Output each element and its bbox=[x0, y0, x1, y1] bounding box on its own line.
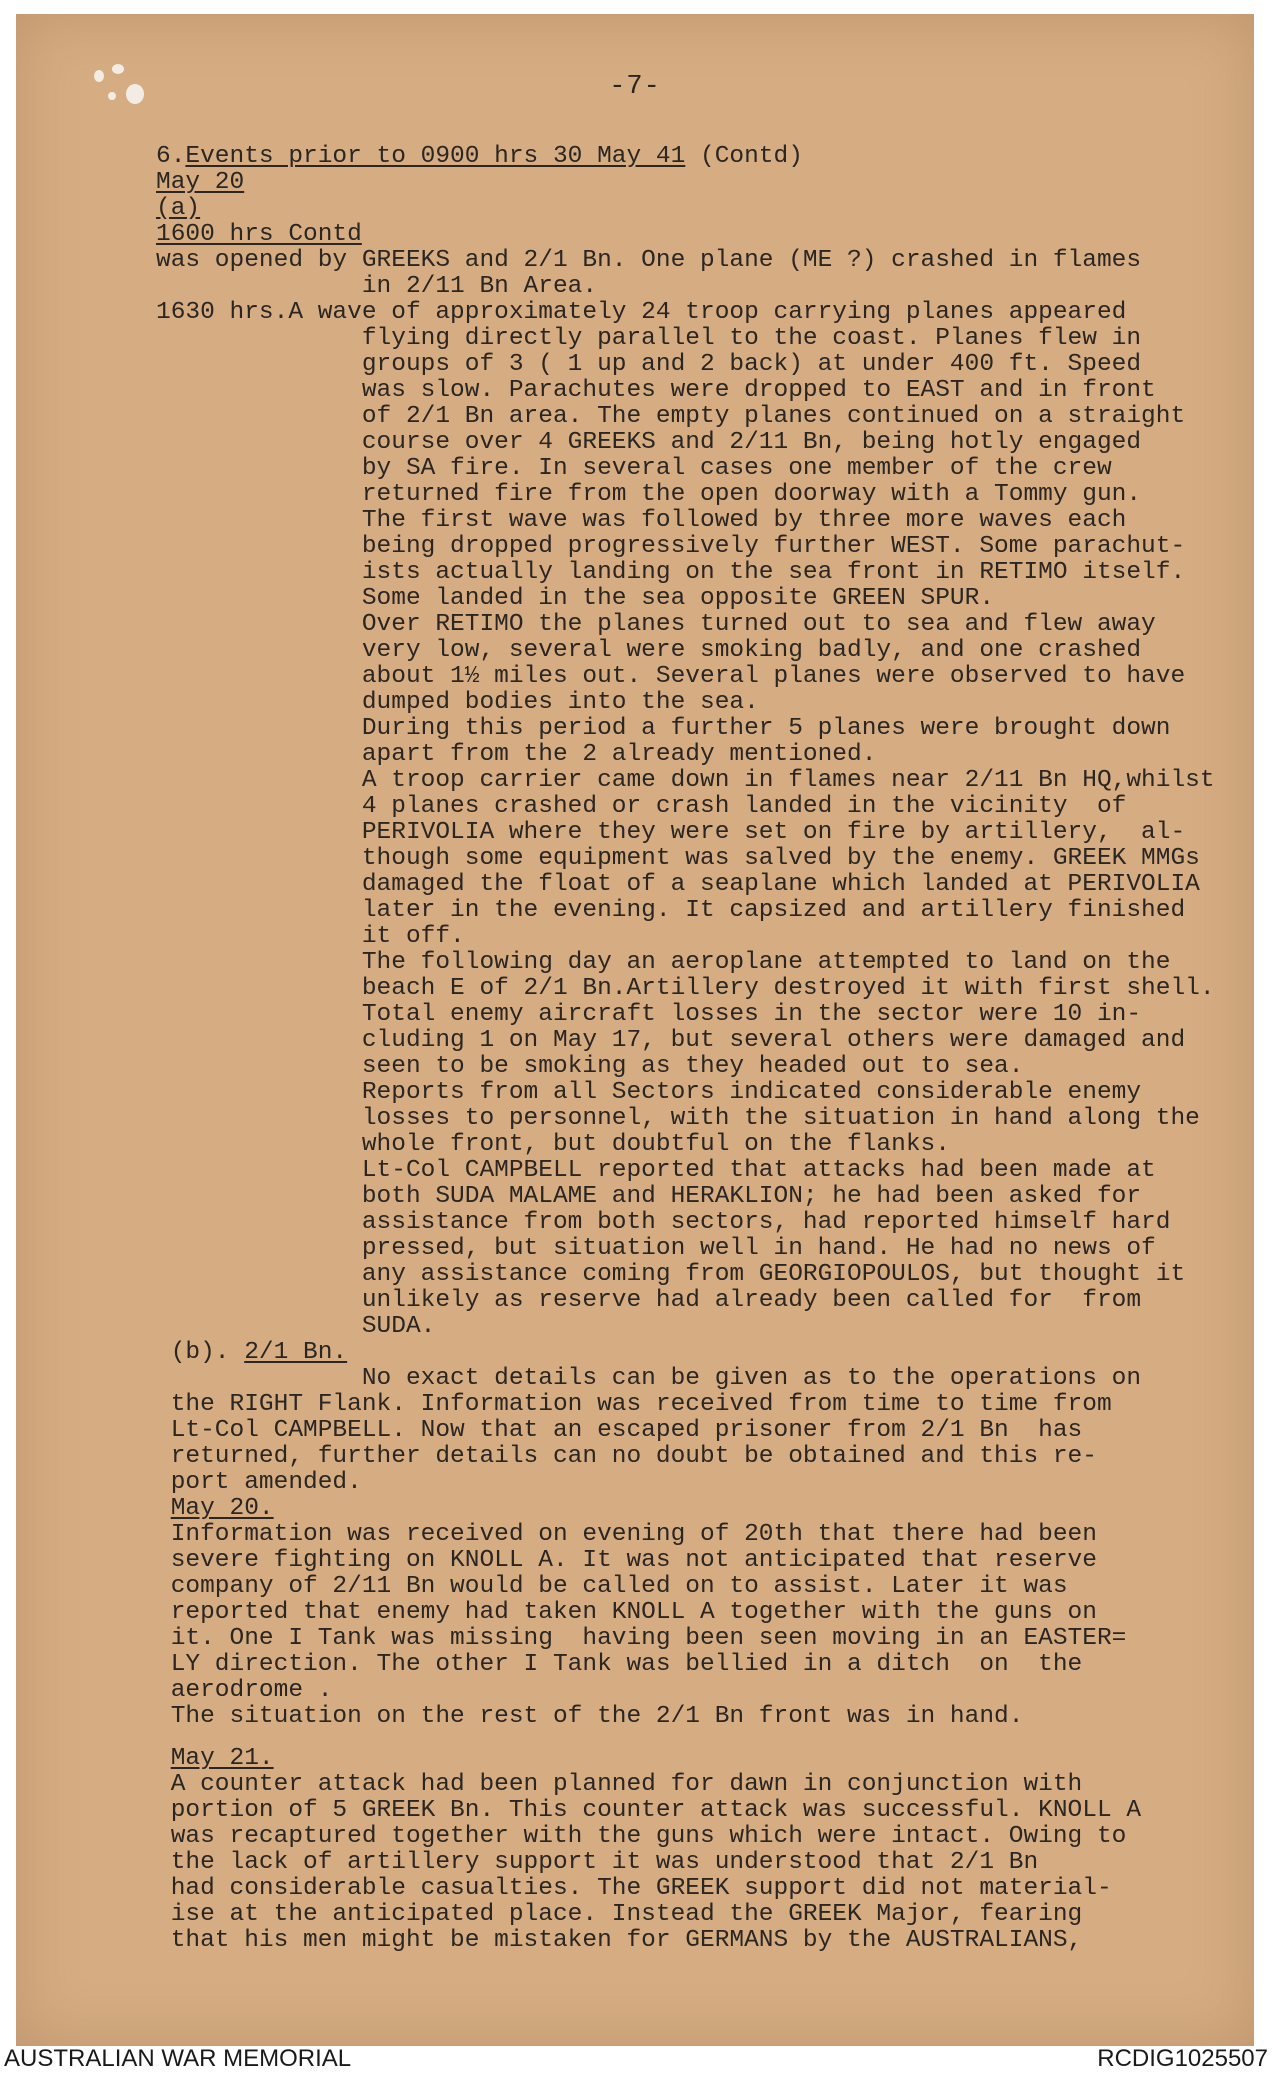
text-line: port amended. bbox=[156, 1469, 362, 1496]
text-line: about 1½ miles out. Several planes were observed to have bbox=[156, 663, 1186, 690]
section-heading bbox=[156, 144, 1246, 170]
paragraph-block-c bbox=[156, 1522, 1246, 1730]
paragraph-block-b bbox=[156, 1366, 1246, 1496]
text-line: pressed, but situation well in hand. He had no news of bbox=[156, 1235, 1156, 1262]
text-line: by SA fire. In several cases one member of the crew bbox=[156, 455, 1112, 482]
text-line: LY direction. The other I Tank was bellied in a ditch on the bbox=[156, 1651, 1083, 1678]
text-line: it off. bbox=[156, 923, 465, 950]
section-title-suffix: (Contd) bbox=[685, 143, 803, 170]
text-line: apart from the 2 already mentioned. bbox=[156, 741, 877, 768]
text-line: groups of 3 ( 1 up and 2 back) at under 400 ft. Speed bbox=[156, 351, 1142, 378]
text-line: 4 planes crashed or crash landed in the vicinity of bbox=[156, 793, 1127, 820]
text-line: course over 4 GREEKS and 2/11 Bn, being hotly engaged bbox=[156, 429, 1142, 456]
date-heading: May 21. bbox=[170, 1745, 274, 1772]
text-line: damaged the float of a seaplane which landed at PERIVOLIA bbox=[156, 871, 1200, 898]
text-line: A counter attack had been planned for dawn in conjunction with bbox=[156, 1771, 1083, 1798]
text-line: severe fighting on KNOLL A. It was not anticipated that reserve bbox=[156, 1547, 1097, 1574]
paragraph-block-d bbox=[156, 1772, 1246, 1954]
text-line: had considerable casualties. The GREEK support did not material- bbox=[156, 1875, 1112, 1902]
text-line: beach E of 2/1 Bn.Artillery destroyed it with first shell. bbox=[156, 975, 1215, 1002]
section-title: Events prior to 0900 hrs 30 May 41 bbox=[185, 143, 686, 170]
date-heading: May 20. bbox=[170, 1495, 274, 1522]
text-line: cluding 1 on May 17, but several others were damaged and bbox=[156, 1027, 1186, 1054]
text-line: was recaptured together with the guns which were intact. Owing to bbox=[156, 1823, 1127, 1850]
spacer bbox=[156, 1730, 1246, 1746]
text-line: was opened by GREEKS and 2/1 Bn. One plane (ME ?) crashed in flames bbox=[156, 247, 1142, 274]
subsection-heading-b: (b). 2/1 Bn. bbox=[156, 1339, 348, 1366]
text-line: SUDA. bbox=[156, 1313, 436, 1340]
text-line: ists actually landing on the sea front in RETIMO itself. bbox=[156, 559, 1186, 586]
paragraph-block-a bbox=[156, 248, 1246, 1340]
document-page bbox=[16, 14, 1254, 2046]
text-line: Some landed in the sea opposite GREEN SPUR. bbox=[156, 585, 995, 612]
text-line: unlikely as reserve had already been called for from bbox=[156, 1287, 1142, 1314]
text-line: Lt-Col CAMPBELL. Now that an escaped prisoner from 2/1 Bn has bbox=[156, 1417, 1083, 1444]
text-line: The first wave was followed by three more waves each bbox=[156, 507, 1127, 534]
text-line: losses to personnel, with the situation in hand along the bbox=[156, 1105, 1200, 1132]
text-line: ise at the anticipated place. Instead the GREEK Major, fearing bbox=[156, 1901, 1083, 1928]
text-line: The following day an aeroplane attempted to land on the bbox=[156, 949, 1171, 976]
text-line: The situation on the rest of the 2/1 Bn front was in hand. bbox=[156, 1703, 1024, 1730]
date-heading: May 20 bbox=[156, 169, 245, 196]
text-line: flying directly parallel to the coast. Planes flew in bbox=[156, 325, 1142, 352]
text-line: dumped bodies into the sea. bbox=[156, 689, 759, 716]
text-line: later in the evening. It capsized and artillery finished bbox=[156, 897, 1186, 924]
text-line: the lack of artillery support it was understood that 2/1 Bn bbox=[156, 1849, 1039, 1876]
archive-name: AUSTRALIAN WAR MEMORIAL bbox=[4, 2045, 352, 2072]
text-line: any assistance coming from GEORGIOPOULOS, but thought it bbox=[156, 1261, 1186, 1288]
text-line: returned, further details can no doubt be obtained and this re- bbox=[156, 1443, 1097, 1470]
text-line: A troop carrier came down in flames near 2/11 Bn HQ,whilst bbox=[156, 767, 1215, 794]
text-line: No exact details can be given as to the operations on bbox=[156, 1365, 1142, 1392]
time-heading: 1600 hrs Contd bbox=[156, 221, 362, 248]
text-line: of 2/1 Bn area. The empty planes continued on a straight bbox=[156, 403, 1186, 430]
archive-id: RCDIG1025507 bbox=[1097, 2045, 1268, 2072]
text-line: returned fire from the open doorway with a Tommy gun. bbox=[156, 481, 1142, 508]
text-line: PERIVOLIA where they were set on fire by artillery, al- bbox=[156, 819, 1186, 846]
section-number: 6. bbox=[156, 143, 186, 170]
text-line: it. One I Tank was missing having been seen moving in an EASTER= bbox=[156, 1625, 1127, 1652]
text-line: very low, several were smoking badly, and one crashed bbox=[156, 637, 1142, 664]
typed-text-body bbox=[156, 144, 1246, 1954]
text-line: being dropped progressively further WEST. Some parachut- bbox=[156, 533, 1186, 560]
text-line: aerodrome . bbox=[156, 1677, 333, 1704]
text-line: portion of 5 GREEK Bn. This counter attack was successful. KNOLL A bbox=[156, 1797, 1142, 1824]
text-line: Lt-Col CAMPBELL reported that attacks had been made at bbox=[156, 1157, 1156, 1184]
text-line: both SUDA MALAME and HERAKLION; he had been asked for bbox=[156, 1183, 1142, 1210]
text-line: 1630 hrs.A wave of approximately 24 troop carrying planes appeared bbox=[156, 299, 1127, 326]
page-number: -7- bbox=[609, 72, 661, 102]
text-line: seen to be smoking as they headed out to sea. bbox=[156, 1053, 1024, 1080]
text-line: the RIGHT Flank. Information was received from time to time from bbox=[156, 1391, 1112, 1418]
text-line: Total enemy aircraft losses in the sector were 10 in- bbox=[156, 1001, 1142, 1028]
text-line: reported that enemy had taken KNOLL A together with the guns on bbox=[156, 1599, 1097, 1626]
text-line: Information was received on evening of 20th that there had been bbox=[156, 1521, 1097, 1548]
text-line: though some equipment was salved by the enemy. GREEK MMGs bbox=[156, 845, 1200, 872]
text-line: that his men might be mistaken for GERMANS by the AUSTRALIANS, bbox=[156, 1927, 1083, 1954]
text-line: company of 2/11 Bn would be called on to assist. Later it was bbox=[156, 1573, 1068, 1600]
text-line: During this period a further 5 planes were brought down bbox=[156, 715, 1171, 742]
text-line: Over RETIMO the planes turned out to sea and flew away bbox=[156, 611, 1156, 638]
text-line: whole front, but doubtful on the flanks. bbox=[156, 1131, 950, 1158]
text-line: assistance from both sectors, had reported himself hard bbox=[156, 1209, 1171, 1236]
text-line: was slow. Parachutes were dropped to EAST and in front bbox=[156, 377, 1156, 404]
text-line: Reports from all Sectors indicated considerable enemy bbox=[156, 1079, 1142, 1106]
subsection-label: (a) bbox=[156, 195, 201, 222]
text-line: in 2/11 Bn Area. bbox=[156, 273, 598, 300]
